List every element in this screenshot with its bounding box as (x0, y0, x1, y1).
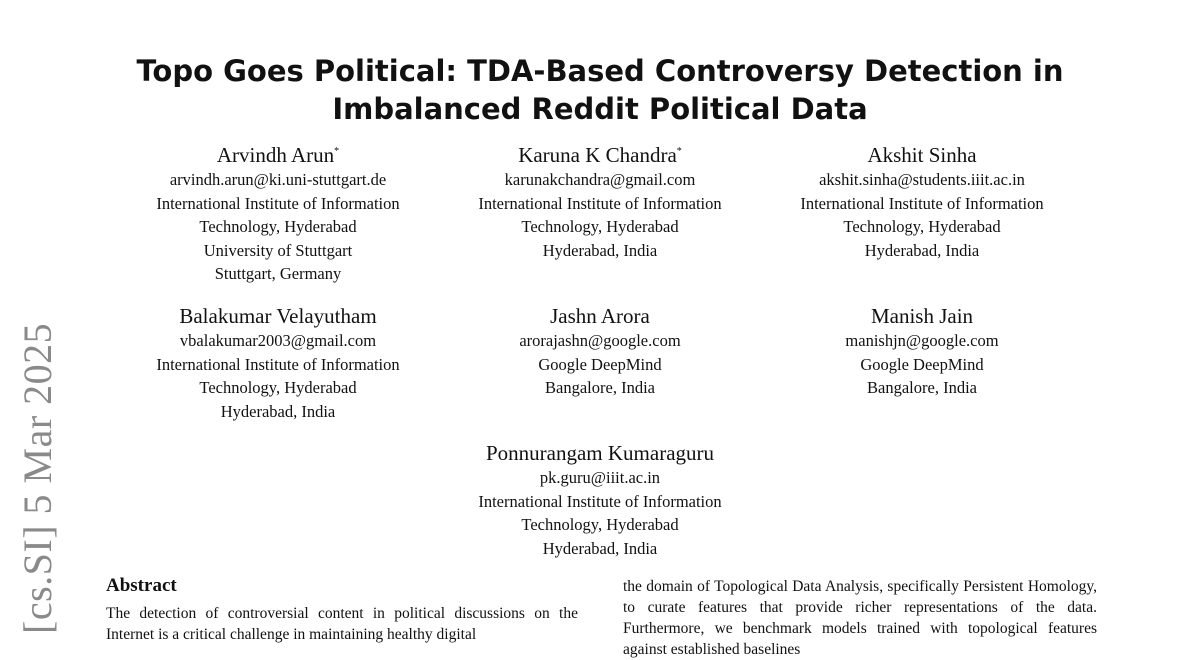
author-location: Hyderabad, India (864, 240, 980, 260)
author-name: Arvindh Arun* (216, 143, 340, 167)
author-affiliation: International Institute of Information (800, 193, 1044, 213)
author-location: Hyderabad, India (542, 538, 658, 558)
author-block-jashn-arora (440, 303, 760, 400)
title-line-1: Topo Goes Political: TDA-Based Controversy Detection in (136, 54, 1064, 88)
abstract-text-left-column: The detection of controversial content in political discussions on the Internet is a critical challenge in maintaining healthy digital (106, 605, 578, 643)
author-block-akshit-sinha (762, 142, 1082, 262)
author-affiliation: International Institute of Information (156, 193, 400, 213)
equal-contribution-mark: * (334, 146, 340, 157)
author-affiliation: Technology, Hyderabad (521, 217, 679, 236)
author-affiliation: Google DeepMind (538, 354, 662, 374)
abstract-heading: Abstract (106, 575, 177, 596)
author-location: Bangalore, India (545, 378, 655, 397)
author-name: Manish Jain (870, 304, 974, 328)
title-line-2: Imbalanced Reddit Political Data (332, 92, 868, 126)
author-affiliation: Technology, Hyderabad (843, 217, 1001, 236)
author-affiliation: Google DeepMind (860, 354, 984, 374)
author-affiliation: Technology, Hyderabad (199, 378, 357, 397)
author-email: arorajashn@google.com (519, 331, 681, 350)
author-block-balakumar-velayutham (118, 303, 438, 423)
author-email: karunakchandra@gmail.com (504, 170, 696, 189)
author-name: Ponnurangam Kumaraguru (485, 441, 715, 465)
abstract-text-right-column: the domain of Topological Data Analysis, specifically Persistent Homology, to curate features that provide richer representations of the data. Furthermore, we benchmark models trained with topological features against established baselines (623, 578, 1097, 658)
author-affiliation: University of Stuttgart (203, 240, 353, 260)
author-location: Hyderabad, India (220, 401, 336, 421)
author-block-manish-jain (762, 303, 1082, 400)
equal-contribution-mark: * (676, 146, 682, 157)
author-block-arvindh-arun (118, 142, 438, 286)
author-affiliation: International Institute of Information (156, 354, 400, 374)
author-name: Jashn Arora (550, 304, 650, 328)
author-name: Akshit Sinha (867, 143, 977, 167)
author-location: Hyderabad, India (542, 240, 658, 260)
author-block-ponnurangam-kumaraguru (440, 440, 760, 560)
author-affiliation: Technology, Hyderabad (521, 515, 679, 534)
paper-title (100, 52, 1100, 128)
author-name: Balakumar Velayutham (179, 304, 377, 328)
author-affiliation: International Institute of Information (478, 193, 722, 213)
author-email: akshit.sinha@students.iiit.ac.in (819, 170, 1025, 189)
author-affiliation: Technology, Hyderabad (199, 217, 357, 236)
author-email: vbalakumar2003@gmail.com (179, 331, 377, 350)
author-email: arvindh.arun@ki.uni-stuttgart.de (169, 170, 387, 189)
author-block-karuna-k-chandra (440, 142, 760, 262)
arxiv-identifier-stamp: [cs.SI] 5 Mar 2025 (15, 322, 60, 634)
author-email: pk.guru@iiit.ac.in (539, 468, 661, 487)
author-location: Bangalore, India (867, 378, 977, 397)
author-email: manishjn@google.com (845, 331, 999, 350)
author-location: Stuttgart, Germany (214, 264, 342, 283)
author-affiliation: International Institute of Information (478, 491, 722, 511)
author-name: Karuna K Chandra* (518, 143, 682, 167)
